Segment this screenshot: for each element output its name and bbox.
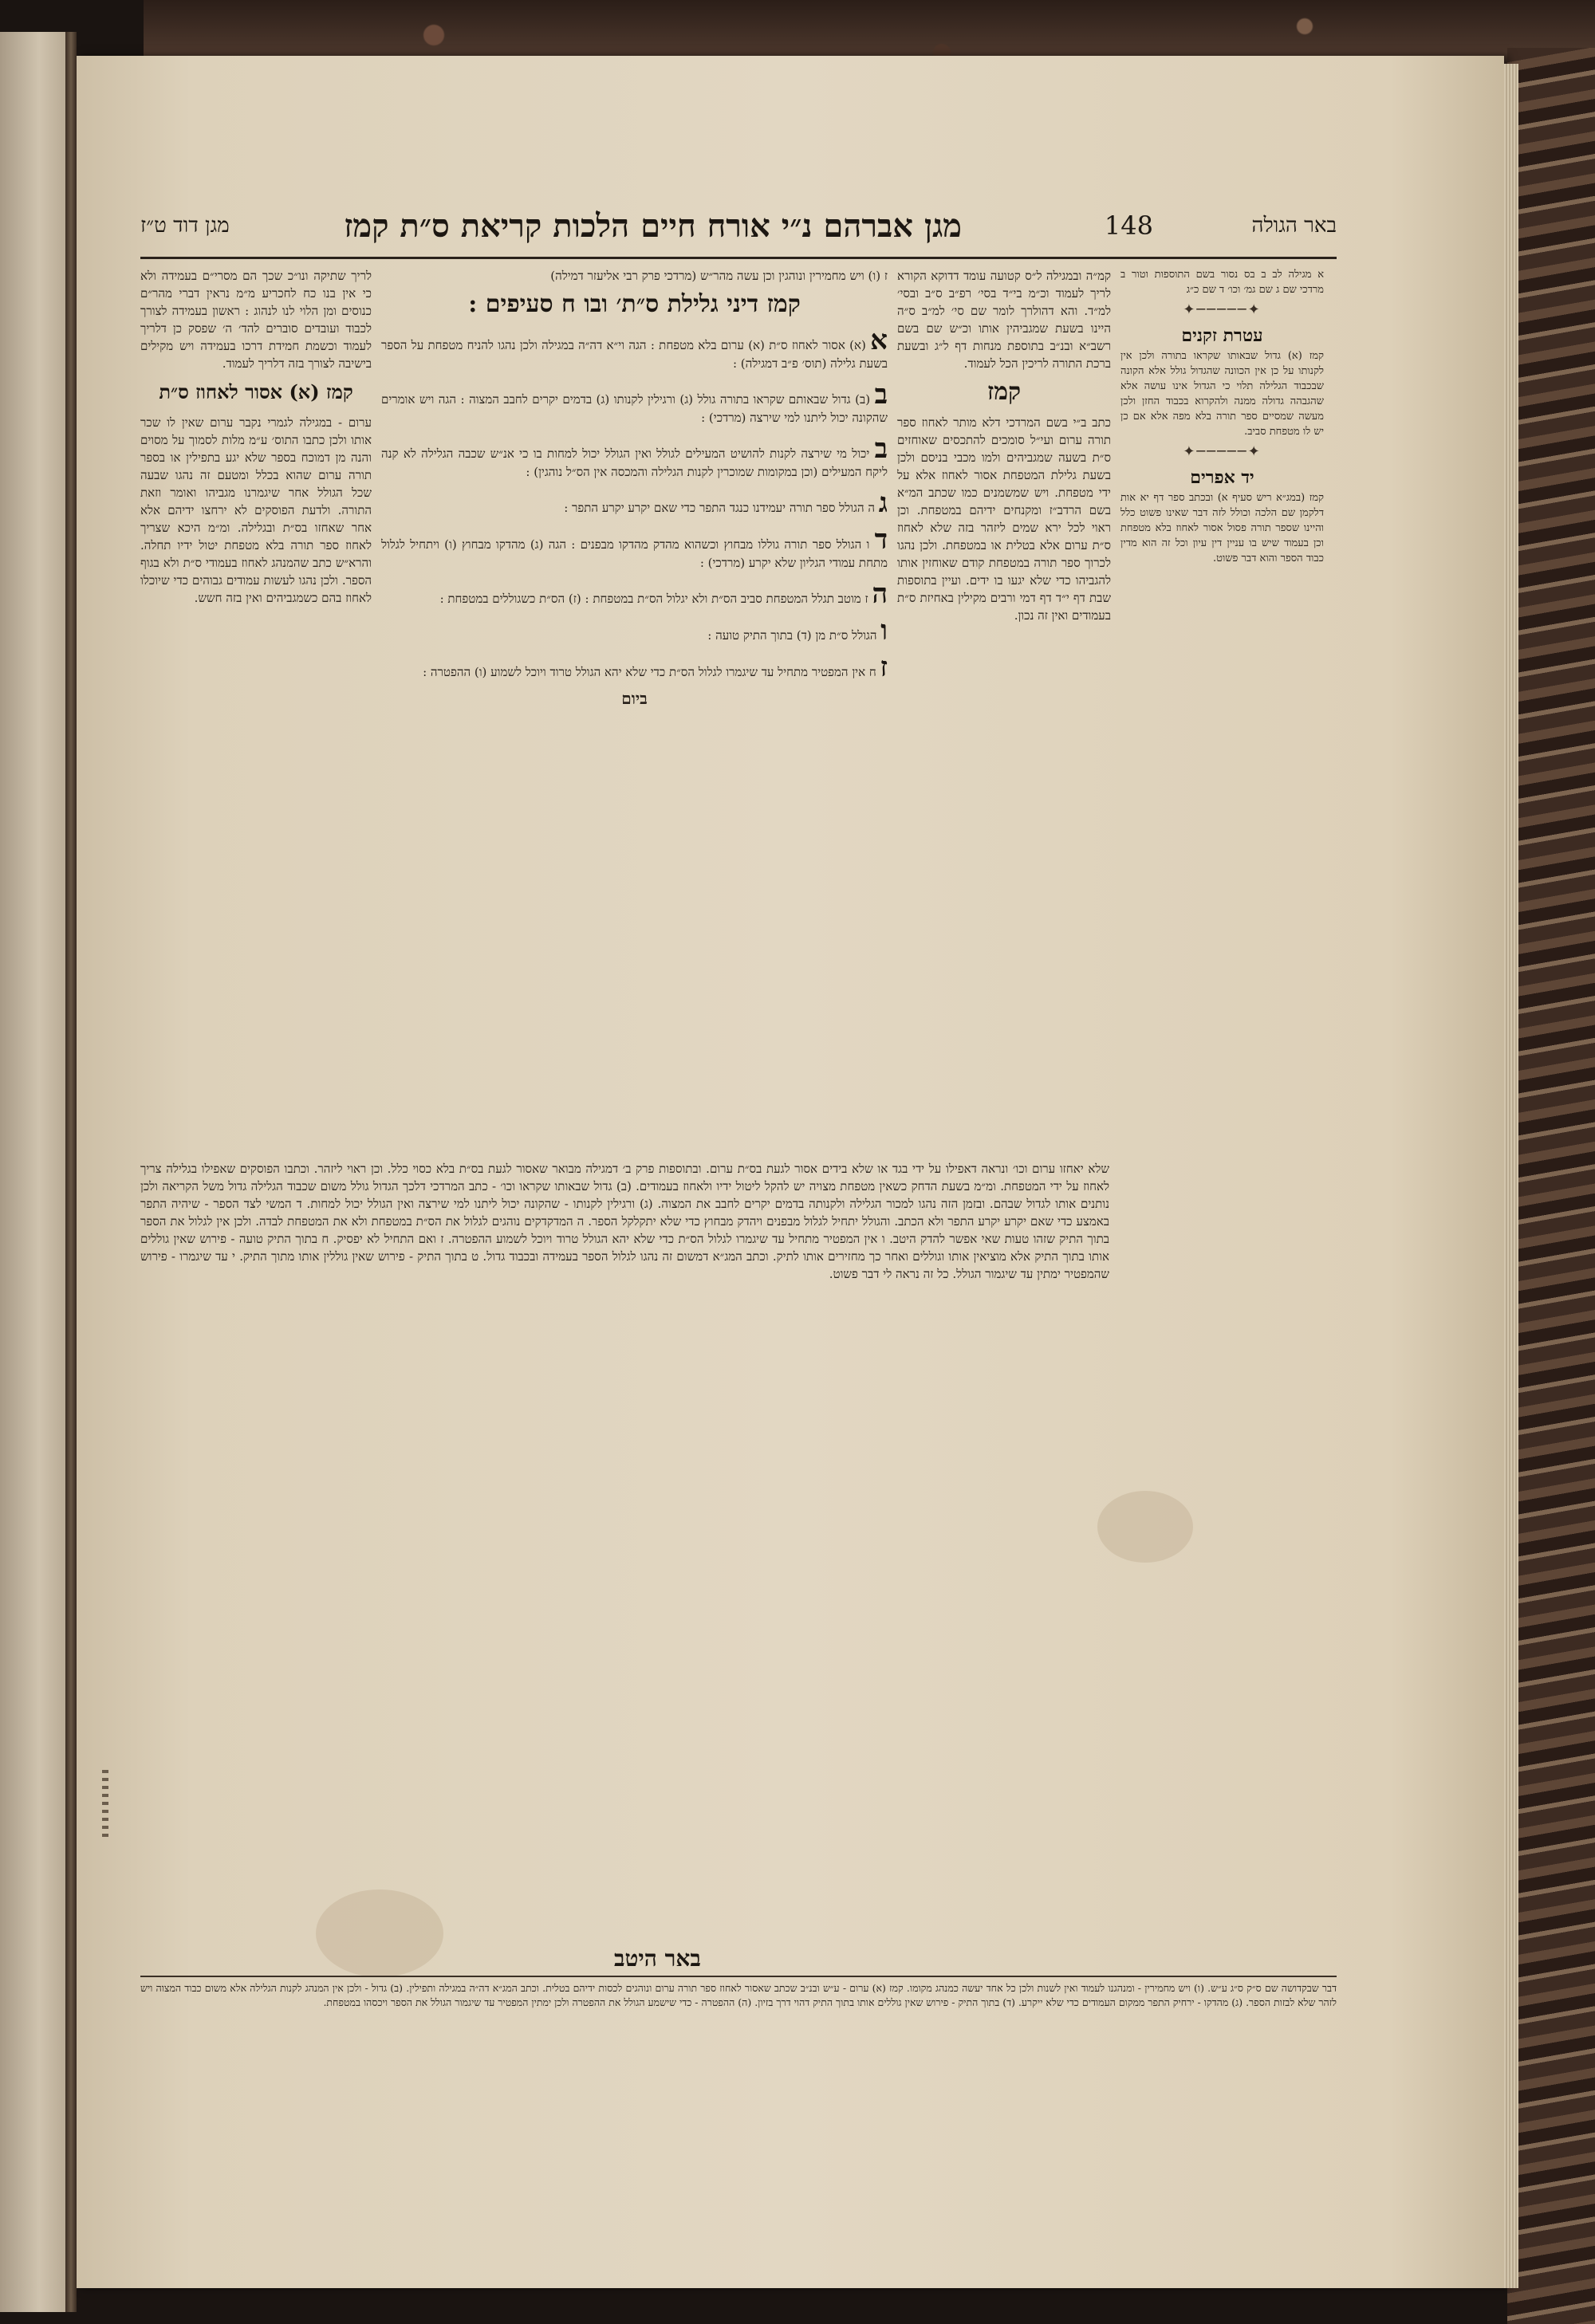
footer-rule [140, 1976, 1337, 1977]
siman-title: קמז דיני גלילת ס״ת׳ ובו ח סעיפים : [468, 290, 801, 318]
beer-heitev-title: באר היטב [614, 1945, 701, 1972]
beer-heitev-column [140, 1981, 1337, 2220]
seif-letter: ג [878, 487, 888, 519]
bottom-commentary [140, 1160, 1109, 1965]
seif-text: ה הגולל ספר תורה יעמידנו כנגד התפר כדי שאם יקרע יקרע התפר : [564, 501, 875, 515]
taz-top: לריך שתיקה ונו״כ שכך הם מסרי״ם בעמידה ולא כי אין בנו כח לחכריע מ״מ נראין דברי מהר״ם כנוסים ומן הלוי לנו לנהוג : ראשון בעמידה לצורך לכבוד ועובדים סוברים להד׳ ה׳ שפסק כן דלריך לעמוד וכשמת חמידת דרכו בעמידה ויש מקילים בישיבה לצורך בזה דלריך לעמוד. [140, 269, 372, 371]
shulchan-aruch-column [381, 267, 888, 1160]
top-note: ז (ו) ויש מחמירין ונוהגין וכן עשה מהר״ש (מרדכי פרק רבי אליעזר דמילה) [550, 269, 888, 283]
seif-list [381, 326, 888, 682]
header-rule [140, 257, 1337, 259]
seif-text: יכול מי שירצה לקנות להושיט המעילים לגולל ואין הגולל יכול למחות בו כי אנ״ש שכבה הגלילה לא קנה ליקח המעילים (וכן במקומות שמוכרין לקנות הגלילה והמכסה אין הס״ל נוהגין) : [381, 446, 888, 479]
magen-avraham-top: קמ״ה ובמגילה ל״ס קטועה עומד דדוקא הקורא לריך לעמוד וכ״מ בי״ד בסי׳ רפ״ב ס״ב ובסי׳ למ״ד. והא דהולרך לומר שם סי׳ למ״ב ס״ה היינו בשעת שמגביהין אותו וכ״ש שם בשם רשב״א ובנ״ב בתוספת מנחות דף ל״ג ובשעת ברכת התורה לריכין הכל לעמוד. [897, 269, 1111, 371]
marbled-cover-right [1507, 48, 1595, 2324]
seif-letter: ו [880, 615, 888, 647]
beer-heitev-text: דבר שבקדושה שם ס״ק ס״ג ע״ש. (ו) ויש מחמירין - ומנהגנו לעמוד ואין לשנות ולכן כל אחד יעשה כמנהג מקומו. קמז (א) ערום - ע״ש ובנ״ב שכתב שאסור לאחוז ספר תורה ערום ונוהגים לכסות ידיהם בטלית. וכתב המג״א דה״ה במגילה ותפילין. (ב) גדול - ולכן אין המנהג לקנות הגלילה אלא משום כבוד המצוה ויש לזהר שלא לבזות הספר. (ג) מהדקו - ירחיק התפר ממקום העמודים כדי שלא ייקרע. (ד) בתוך התיק - פירוש שאין גוללים אותו בתוך התיק דהוי דרך בזיון. (ה) ההפטרה - כדי שישמע הגולל את ההפטרה ולכן ימתין המפטיר עד שיגמור הגולל את הספר ויכסהו במטפחת. [140, 1982, 1337, 2008]
seif-item [381, 489, 888, 517]
margin-marks [102, 1770, 108, 1842]
section-yad-efraim: יד אפרים [1190, 467, 1254, 488]
seif-letter: ד [874, 524, 888, 556]
seif-item [381, 435, 888, 481]
book-gutter [65, 32, 77, 2312]
atzeret-text: קמז (א) גדול שבאותו שקראו בתורה ולכן אין לקנותו על כן אין הכוונה שהגדול גולל אלא הקונה שבכבוד הגלילה תלוי כי הגדול אינו עושה אלא שהגבהה גדולה ממנה ולהקרוא בכבוד החזן ולכן מעשה שמסיים ספר תורה בלא מפה אלא אם כן יש לו מטפחת סביב. [1120, 350, 1324, 438]
seif-letter: ז [880, 651, 888, 683]
margin-column [1120, 267, 1324, 1734]
seif-text: (ב) גדול שבאותם שקראו בתורה גולל (ג) ורגילין לקנותו (ג) בדמים יקרים לחבב המצוה : הגה ויש אומרים שהקונה יכול ליתנו למי שירצה (מרדכי) : [381, 392, 888, 425]
seif-text: ח אין המפטיר מתחיל עד שיגמרו לגלול הס״ת כדי שלא יהא הגולל טרוד ויוכל לשמוע (ו) ההפטרה : [423, 665, 876, 679]
page-edges [1504, 64, 1518, 2288]
seif-letter: א [870, 324, 888, 356]
taz-body: ערום - במגילה לגמרי נקבר ערום שאין לו שכר אותו ולכן כתבו התוס׳ ע״מ מלות לסמוך על מסוים והנה מן דמוכח בספר שלא יגע בתפילין או בספר תורה ערום שהוא בכלל ומטעם זה נהגו שבעה שכל הגולל אחר שיגמרנו מגביהו ואומר וזאת התורה. ולדעת הפוסקים לא ירחצו ידיהם אלא אחר שאחזו בס״ת ובגלילה. ומ״מ היכא שצריך לאחוז ספר תורה בלא מטפחת יטול ידיו תחלה. והרא״ש כתב שהמנהג לאחוז בעמודי ס״ת ולא בגוף הספר. ולכן נהגו לעשות עמודים גבוהים כדי שיוכלו לאחוז בהם כשמגביהים ואין בזה חשש. [140, 415, 372, 605]
seif-item [381, 380, 888, 427]
seif-item [381, 525, 888, 572]
seif-text: ז מוטב תגלל המטפחת סביב הס״ת ולא יגלול הס״ת במטפחת : (ז) הס״ת כשגוללים במטפחת : [439, 592, 868, 606]
taz-section-title: קמז (א) אסור לאחוז ס״ת [159, 380, 353, 403]
seif-item [381, 653, 888, 682]
page-title: מגן אברהם נ״י אורח חיים הלכות קריאת ס״ת קמז [344, 207, 962, 245]
seif-letter: ה [872, 578, 888, 610]
seif-letter: ב [874, 379, 888, 411]
taz-column [140, 267, 372, 1160]
page-header [140, 207, 1337, 255]
seif-item [381, 580, 888, 608]
seif-text: הגולל ס״ת מן (ד) בתוך התיק טועה : [707, 628, 877, 643]
bottom-commentary-body: שלא יאחזו ערום וכו׳ ונראה דאפילו על ידי בגד או שלא בידים אסור לגעת בס״ת ערום. ובתוספות פרק ב׳ דמגילה מבואר שאסור לגעת בס״ת בלא כסוי כלל. וכן ראוי ליזהר. וכתבו הפוסקים שאפילו בגלילה צריך לאחוז על ידי המטפחת. ומ״מ בשעת הדחק כשאין מטפחת מצויה יש להקל ליטול ידיו ולאחוז בעמודים. (ב) גדול שבאותו שקראו וכו׳ - כתב המרדכי דלכך הגדול גולל משום שכבוד הגלילה גדול משל הקריאה ולכן נותנים אותו לגדול שבהם. ובזמן הזה נהגו למכור הגלילה ולקנותה בדמים יקרים לחבב את המצוה. (ג) ורגילין לקנותו - שהקונה יכול ליתנו למי שירצה ואין הגולל יכול למחות. ד המשי לצד הספר - שיהיה התפר באמצע כדי שאם יקרע יקרע התפר ולא הכתב. והגולל יתחיל לגלול מבפנים ויהדק מבחוץ כדי שלא יתקלקל הספר. ה המדקדקים נוהגים לגלול את הס״ת במטפחת ולא את המטפחת לבדה. ולכן אין לגלול את הספר בתוך התיק שזהו טעות שאי אפשר להדק היטב. ו אין המפטיר מתחיל עד שיגמרו לגלול הס״ת כדי שלא יהא הגולל טרוד ויוכל לשמוע ההפטרה. ז ואם התחיל לא יפסיק. ח בתוך התיק טועה - פירוש שאין גוללים אותו בתוך התיק אלא מוציאין אותו וגוללים ואחר כך מחזירים אותו לתיק. וכתב המג״א דמשום זה נהגו לגלול הספר בעמידה ובכבוד גדול. ט בתוך התיק - פירוש שאין גוללין אותו מתוך התיק. י עד שיגמרו - פירוש שהמפטיר ימתין עד שיגמור הגולל. כל זה נראה לי דבר פשוט. [140, 1162, 1109, 1281]
header-beer-hagolah: באר הגולה [1251, 214, 1337, 238]
ornament-divider: ✦─────✦ [1183, 301, 1262, 318]
left-page-edge [0, 32, 65, 2312]
yad-efraim-text: קמז (במג״א ריש סעיף א) ובכתב ספר דף יא אות דלקמן שם הלכה וכולל לזה דבר שאינו פשוט כלל והיינו שספר תורה פסול אסור לאחוז בלא מטפחת וכן בעמוד שיש בו עניין דין עיון וכל זה הוא מדין כבוד הספר והוא דבר פשוט. [1120, 492, 1324, 564]
header-magen-david: מגן דוד ט״ז [140, 214, 230, 238]
margin-sources: א מגילה לב ב בס נסור בשם התוספות וטור ב מרדכי שם ג שם גמ׳ וכו׳ ד שם כ״ג [1120, 269, 1324, 296]
seif-item [381, 326, 888, 372]
seif-text: (א) אסור לאחוז ס״ת (א) ערום בלא מטפחת : הגה וי״א דה״ה במגילה ולכן נהגו להניח מטפחת על הספר בשעת גלילה (תוס׳ פ״ב דמגילה) : [381, 338, 888, 371]
seif-item [381, 616, 888, 645]
ornament-divider: ✦─────✦ [1183, 443, 1262, 460]
magen-avraham-column [897, 267, 1111, 1192]
magen-avraham-body: כתב ב״י בשם המרדכי דלא מותר לאחוז ספר תורה ערום ועי״ל סומכים להתכסים שאוחזים ס״ת בשעה שמגביהים ולמו מכבי בניסם ולכן בשעת גלילת המטפחת אסור לאחוז אלא על ידי מטפחת. ויש שמשמנים כמו שכתב המ״א בשם הרדב״ז ומקנחים ידיהם במטפחת. וכן ראוי לכל ירא שמים ליזהר בזה שלא לאחוז ס״ת ערום אלא בטלית או במטפחת. ולכן נהגו לכרוך ספר תורה במטפחת קודם שאוחזין אותו להגביהו כדי שלא יגעו בו ידים. ועיין בתוספות שבת דף י״ד דף דמי ורבים מקילין באחיזת ס״ת בעמודים ואין זה נכון. [897, 415, 1111, 623]
page-number: 148 [1104, 210, 1153, 241]
magen-avraham-section-title: קמז [987, 378, 1022, 406]
seif-text: ו הגולל ספר תורה גוללו מבחוץ וכשהוא מהדק מהדקו מבפנים : הגה (ג) מהדקו מבחוץ (ו) ויתחיל לגלול מתחת עמודי הגליון שלא יקרע (מרדכי) : [381, 537, 888, 570]
section-atzeret-zekenim: עטרת זקנים [1181, 325, 1263, 346]
seif-letter: ב [874, 433, 888, 465]
catchword: ביום [621, 689, 648, 708]
